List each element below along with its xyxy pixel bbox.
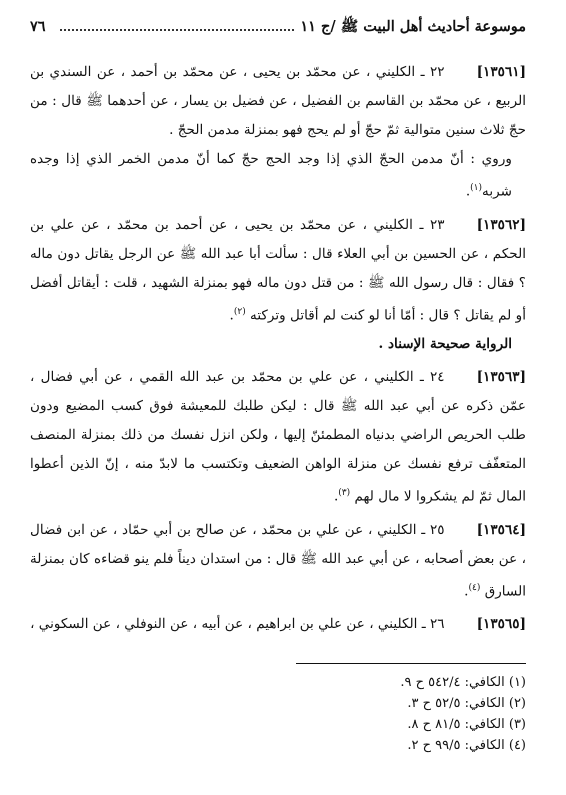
hadith-note: وروي : أنّ مدمن الحجّ الذي إذا وجد الحج حجّ كما أنّ مدمن الخمر الذي إذا وجده شربه$^{(١)}$. <box>30 151 512 200</box>
hadith-text: ٢٣ ـ الكليني ، عن محمّد بن يحيى ، عن أحمد بن محمّد ، عن علي بن الحكم ، عن الحسين بن أبي العلاء قال : سألت أبا عبد الله ﷺ عن الرجل يقاتل دون ماله ؟ فقال : قال رسول الله ﷺ : من قتل دون ماله فهو بمنزلة الشهيد ، قلت : أيقاتل أفضل أو لم يقاتل ؟ قال : أمّا أنا لو كنت لم أقاتل وتركته <box>30 216 526 324</box>
hadith-13564: [١٣٥٦٤]٢٥ ـ الكليني ، عن علي بن محمّد ، عن صالح بن أبي حمّاد ، عن ابن فضال ، عن بعض أصحابه ، عن أبي عبد الله ﷺ قال : من استدان ديناً فلم ينو قضاءه كان بمنزلة السارق $^{(٤)}$. <box>30 521 526 600</box>
footnote-4: (٤) الكافي: ٩٩/٥ ح ٢. <box>407 738 526 753</box>
hadith-text: ٢٢ ـ الكليني ، عن محمّد بن يحيى ، عن محمّد بن أحمد ، عن السندي بن الربيع ، عن محمّد بن القاسم بن الفضيل ، عن فضيل بن يسار ، عن أحدهما ﷺ قال : من حجّ ثلاث سنين متوالية ثمّ حجّ أو لم يحج فهو بمنزلة مدمن الحجّ . <box>30 64 526 138</box>
hadith-number: [١٣٥٦٥] <box>476 616 526 633</box>
footnote-3: (٣) الكافي: ٨١/٥ ح ٨. <box>407 717 526 732</box>
footnote-marker: (١) <box>470 183 483 193</box>
hadith-13562: [١٣٥٦٢]٢٣ ـ الكليني ، عن محمّد بن يحيى ، عن أحمد بن محمّد ، عن علي بن الحكم ، عن الحسين بن أبي العلاء قال : سألت أبا عبد الله ﷺ عن الرجل يقاتل دون ماله ؟ فقال : قال رسول الله ﷺ : من قتل دون ماله فهو بمنزلة الشهيد ، قلت : أيقاتل أفضل أو لم يقاتل ؟ قال : أمّا أنا لو كنت لم أقاتل وتركته $^{(٢)}$. <box>30 216 526 324</box>
footnote-marker: (٤) <box>468 582 481 593</box>
book-title: موسوعة أحاديث أهل البيت ﷺ /ج ١١ <box>300 18 526 35</box>
footnote-1: (١) الكافي: ٥٤٢/٤ ح ٩. <box>400 675 526 690</box>
header-dot-leader <box>60 29 294 31</box>
hadith-number: [١٣٥٦١] <box>476 64 526 80</box>
hadith-13561 <box>30 58 526 145</box>
main-text <box>30 58 526 639</box>
hadith-number: [١٣٥٦٢] <box>476 216 526 233</box>
note-text: وروي : أنّ مدمن الحجّ الذي إذا وجد الحج حجّ كما أنّ مدمن الخمر الذي إذا وجده شربه <box>30 151 512 200</box>
hadith-text: ٢٤ ـ الكليني ، عن علي بن محمّد بن عبد الله القمي ، عن أبي فضال ، عمّن ذكره عن أبي عبد الله ﷺ قال : ليكن طلبك للمعيشة فوق كسب المضيع ودون طلب الحريص الراضي بدنياه المطمئنّ إليها ، ولكن انزل نفسك من ذلك بمنزلة المنصف المتعفّف ترفع نفسك عن منزلة الواهن الضعيف وتكتسب ما لابدّ منه ، إنّ الذين أعطوا المال ثمّ لم يشكروا لا مال لهم <box>30 369 526 505</box>
hadith-text: ٢٦ ـ الكليني ، عن علي بن ابراهيم ، عن أبيه ، عن النوفلي ، عن السكوني ، <box>30 616 445 633</box>
hadith-13563: [١٣٥٦٣]٢٤ ـ الكليني ، عن علي بن محمّد بن عبد الله القمي ، عن أبي فضال ، عمّن ذكره عن أبي عبد الله ﷺ قال : ليكن طلبك للمعيشة فوق كسب المضيع ودون طلب الحريص الراضي بدنياه المطمئنّ إليها ، ولكن انزل نفسك من ذلك بمنزلة المنصف المتعفّف ترفع نفسك عن منزلة الواهن الضعيف وتكتسب ما لابدّ منه ، إنّ الذين أعطوا المال ثمّ لم يشكروا لا مال لهم $^{(٣)}$. <box>30 369 526 505</box>
footnote-marker: (٣) <box>338 488 351 499</box>
footnote-separator <box>296 663 526 664</box>
hadith-number: [١٣٥٦٤] <box>476 521 526 538</box>
running-header <box>30 18 526 42</box>
page-number: ٧٦ <box>30 18 46 35</box>
footnote-marker: (٢) <box>233 306 246 317</box>
hadith-13565 <box>30 610 526 639</box>
footnote-2: (٢) الكافي: ٥٢/٥ ح ٣. <box>407 696 526 711</box>
hadith-number: [١٣٥٦٣] <box>476 369 526 386</box>
isnad-grade: الرواية صحيحة الإسناد . <box>378 336 512 353</box>
hadith-text: ٢٥ ـ الكليني ، عن علي بن محمّد ، عن صالح بن أبي حمّاد ، عن ابن فضال ، عن بعض أصحابه ، عن أبي عبد الله ﷺ قال : من استدان ديناً فلم ينو قضاءه كان بمنزلة السارق <box>30 521 526 600</box>
footnotes <box>266 672 526 756</box>
